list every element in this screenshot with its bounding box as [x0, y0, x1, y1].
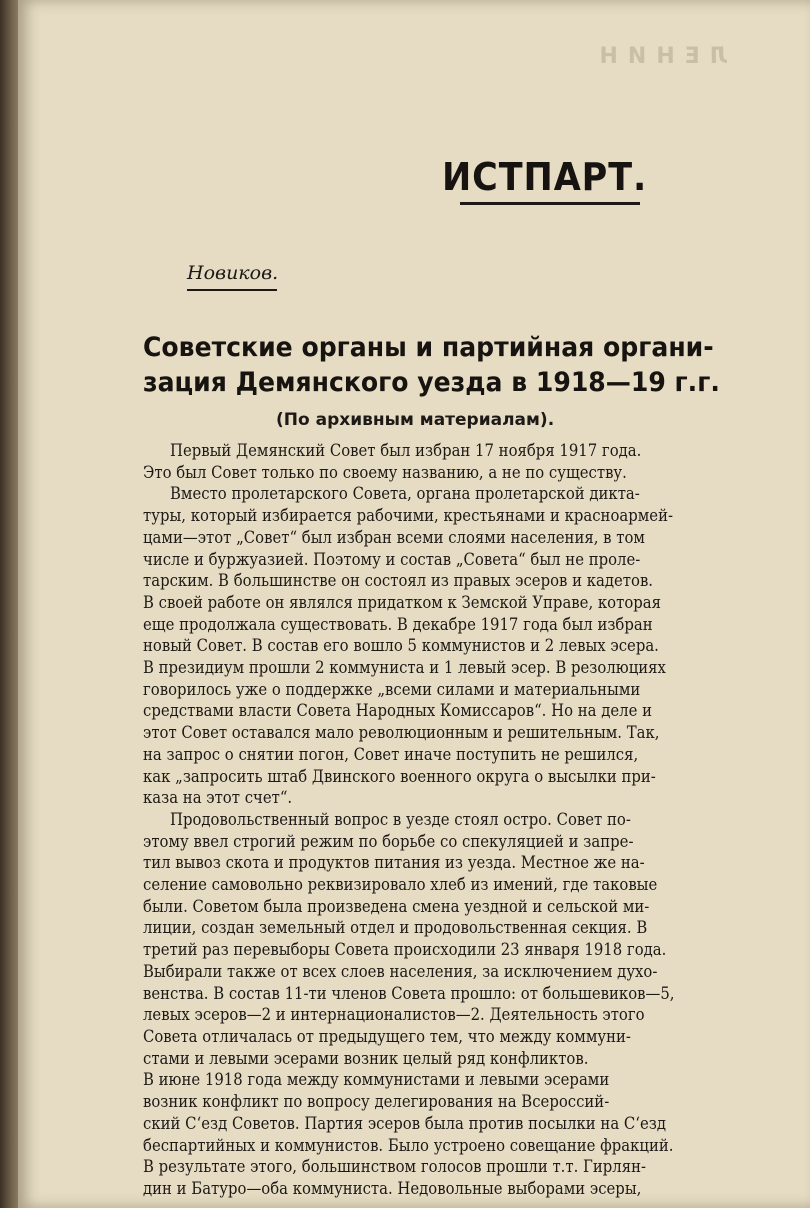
body-line: средствами власти Совета Народных Комиссаров“. Но на деле и	[143, 701, 652, 721]
body-line: Продовольственный вопрос в уезде стоял остро. Совет по-	[170, 809, 631, 829]
body-line: на запрос о снятии погон, Совет иначе поступить не решился,	[143, 744, 639, 764]
section-title: ИСТПАРТ.	[442, 155, 648, 199]
body-line: В президиум прошли 2 коммуниста и 1 левый эсер. В резолюциях	[143, 658, 666, 678]
body-line: В результате этого, большинством голосов прошли т.т. Гирлян-	[143, 1157, 647, 1177]
body-line: дин и Батуро—оба коммуниста. Недовольные выборами эсеры,	[143, 1178, 642, 1198]
article-body	[143, 440, 805, 1200]
section-title-rule	[460, 202, 640, 205]
body-line: Это был Совет только по своему названию, а не по существу.	[143, 462, 627, 482]
body-line: этому ввел строгий режим по борьбе со спекуляцией и запре-	[143, 831, 634, 851]
body-line: каза на этот счет“.	[143, 788, 293, 808]
article-title-line: Советские органы и партийная органи-	[143, 332, 714, 363]
body-line: этот Совет оставался мало революционным и решительным. Так,	[143, 723, 660, 743]
book-binding	[0, 0, 18, 1208]
article-title-line: зация Демянского уезда в 1918—19 г.г.	[143, 367, 720, 398]
body-line: Вместо пролетарского Совета, органа пролетарской дикта-	[170, 484, 640, 504]
body-line: тарским. В большинстве он состоял из правых эсеров и кадетов.	[143, 571, 654, 591]
article-title	[143, 330, 720, 400]
body-line: левых эсеров—2 и интернационалистов—2. Деятельность этого	[143, 1005, 645, 1025]
body-line: как „запросить штаб Двинского военного округа о высылки при-	[143, 766, 656, 786]
body-line: Выбирали также от всех слоев населения, за исключением духо-	[143, 961, 658, 981]
show-through-text: ЛЕНИН	[589, 44, 728, 69]
body-line: туры, который избирается рабочими, крестьянами и красноармей-	[143, 506, 674, 526]
body-line: венства. В состав 11-ти членов Совета прошло: от большевиков—5,	[143, 983, 675, 1003]
body-line: были. Советом была произведена смена уездной и сельской ми-	[143, 896, 650, 916]
body-line: третий раз перевыборы Совета происходили 23 января 1918 года.	[143, 940, 667, 960]
body-line: беспартийных и коммунистов. Было устроено совещание фракций.	[143, 1135, 674, 1155]
body-line: Первый Демянский Совет был избран 17 ноября 1917 года.	[170, 441, 642, 460]
body-line: числе и буржуазией. Поэтому и состав „Совета“ был не проле-	[143, 549, 641, 569]
body-line: цами—этот „Совет“ был избран всеми слоями населения, в том	[143, 527, 645, 547]
author-underline	[187, 289, 277, 291]
body-line: говорилось уже о поддержке „всеми силами и материальными	[143, 679, 641, 699]
body-line: новый Совет. В состав его вошло 5 коммунистов и 2 левых эсера.	[143, 636, 659, 656]
body-line: еще продолжала существовать. В декабре 1917 года был избран	[143, 614, 653, 634]
author-name: Новиков.	[187, 262, 279, 284]
body-line: ский С‘езд Советов. Партия эсеров была против посылки на С‘езд	[143, 1113, 667, 1133]
body-line: тил вывоз скота и продуктов питания из уезда. Местное же на-	[143, 853, 645, 873]
body-line: селение самовольно реквизировало хлеб из имений, где таковые	[143, 875, 658, 895]
body-line: стами и левыми эсерами возник целый ряд конфликтов.	[143, 1048, 589, 1068]
body-line: возник конфликт по вопросу делегирования на Всероссий-	[143, 1092, 610, 1112]
body-line: В своей работе он являлся придатком к Земской Управе, которая	[143, 592, 661, 612]
body-line: Совета отличалась от предыдущего тем, что между коммуни-	[143, 1026, 631, 1046]
body-line: В июне 1918 года между коммунистами и левыми эсерами	[143, 1070, 610, 1090]
article-subtitle: (По архивным материалам).	[276, 410, 555, 430]
body-line: лиции, создан земельный отдел и продовольственная секция. В	[143, 918, 648, 938]
